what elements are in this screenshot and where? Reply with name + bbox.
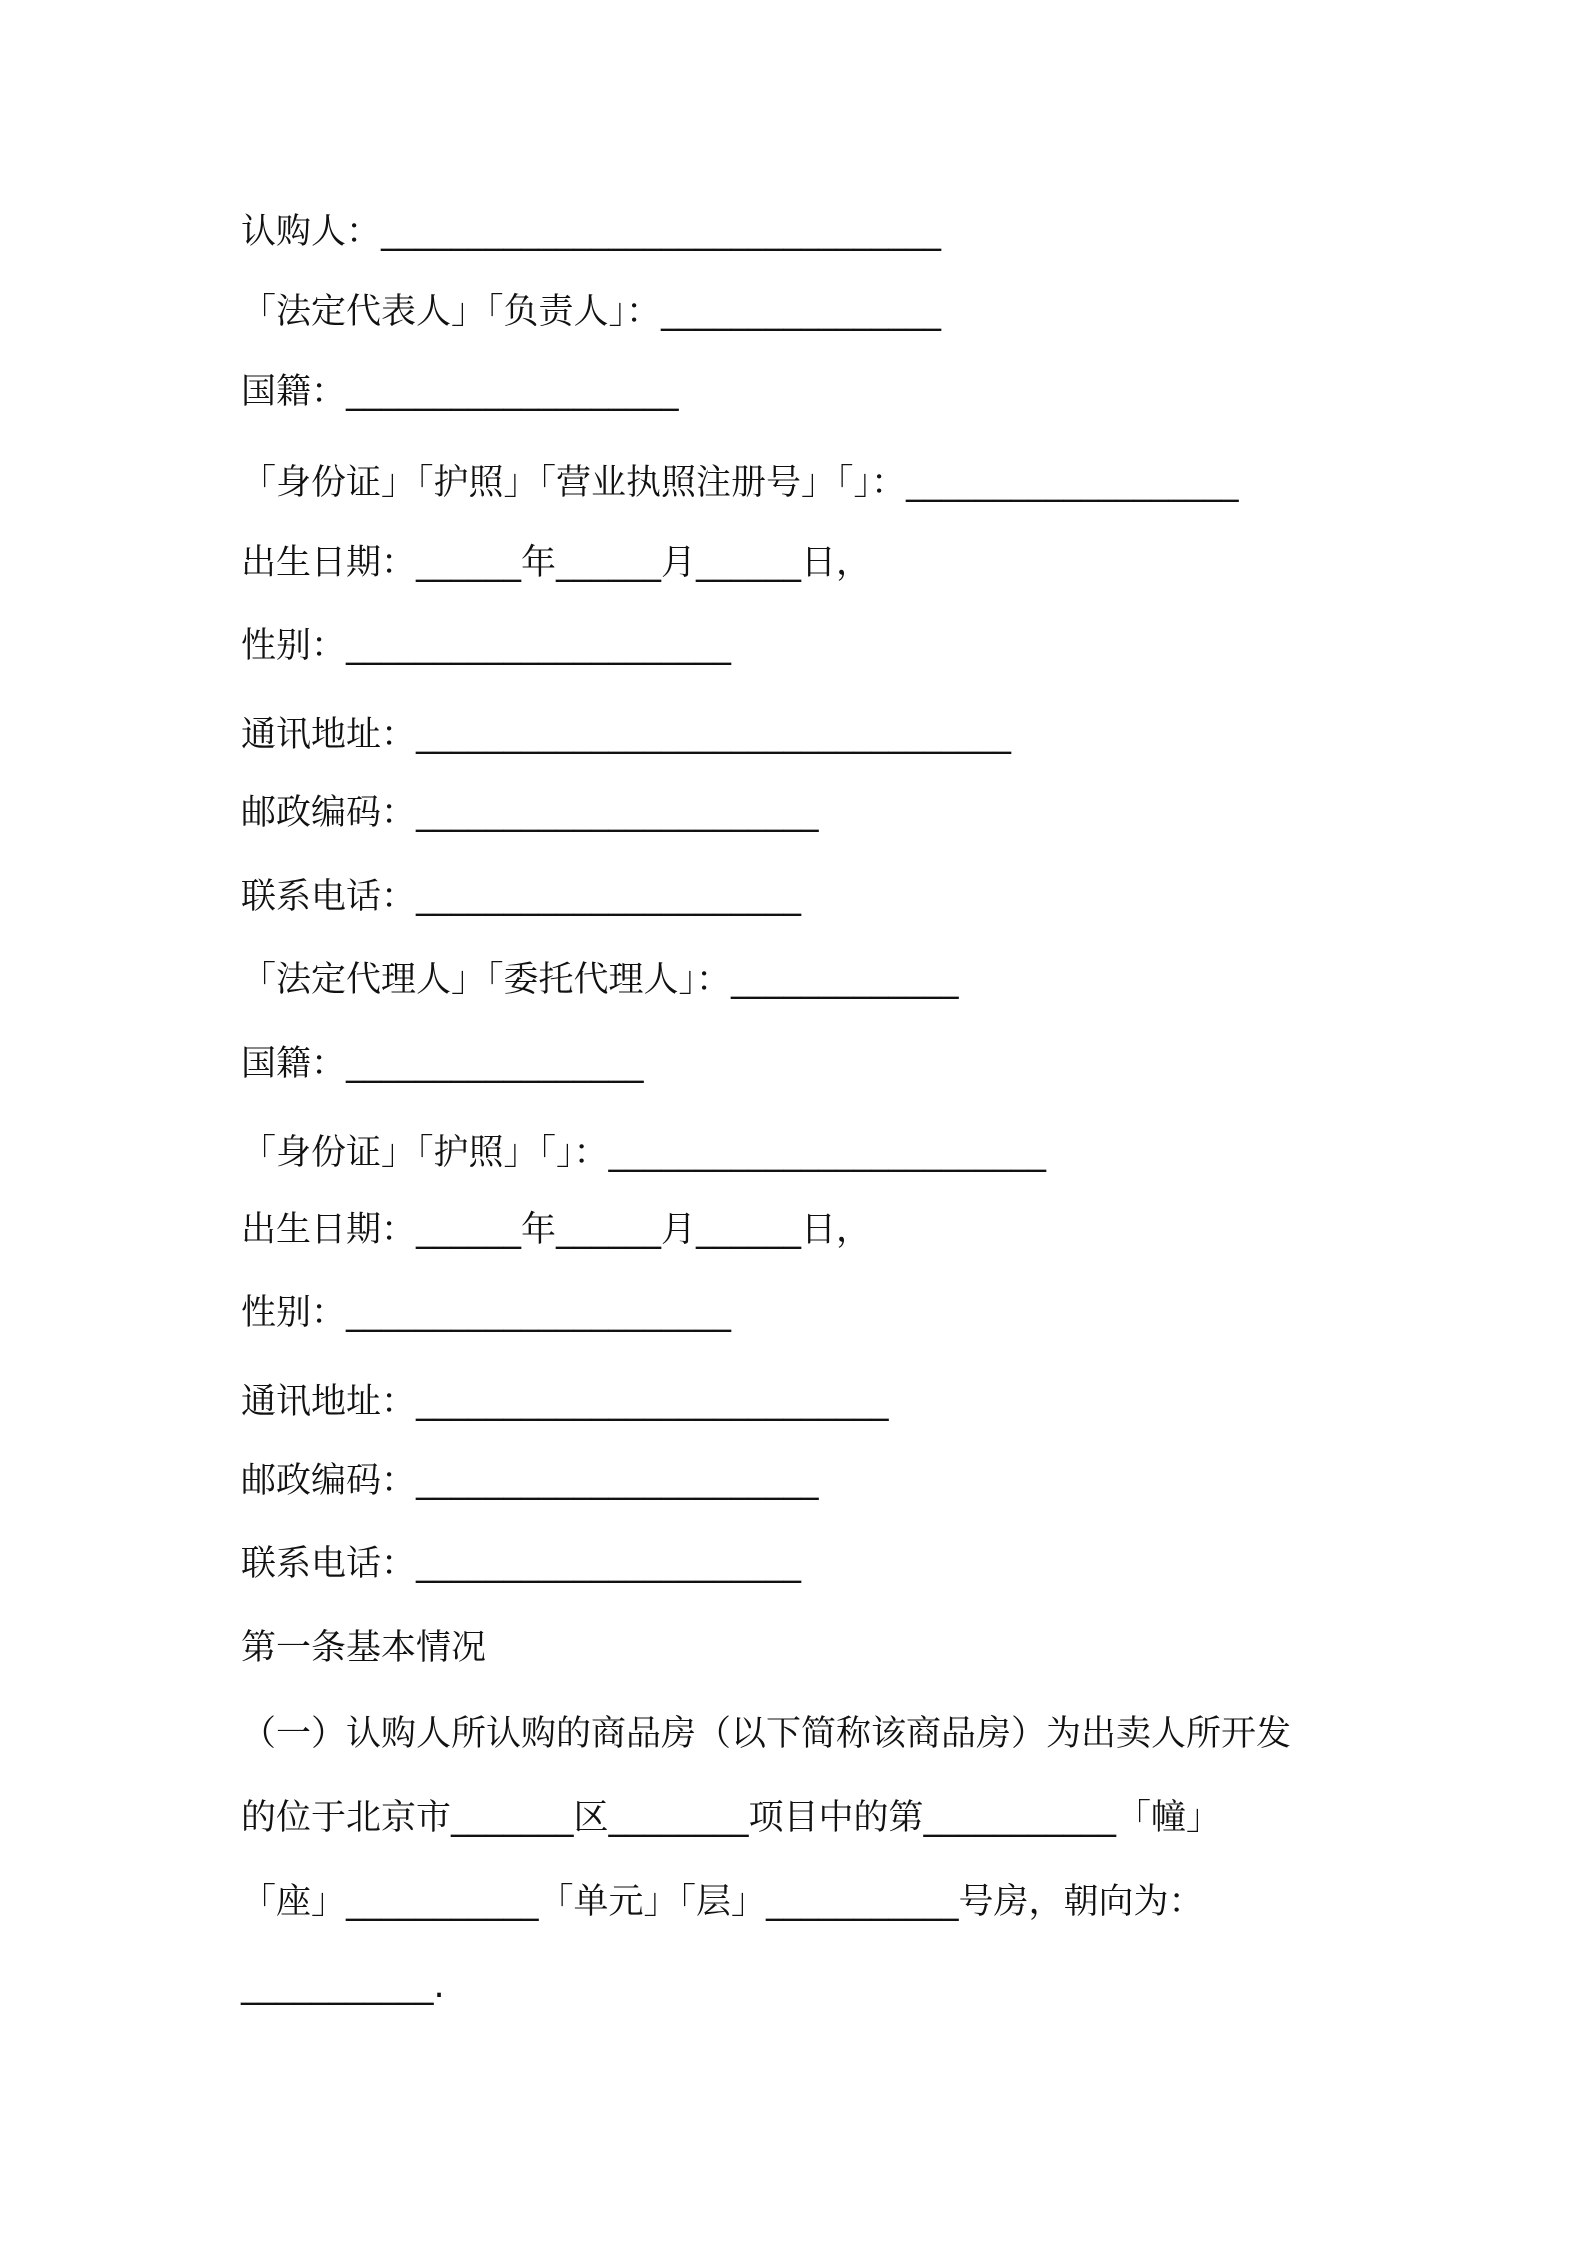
buyer-nationality-field: 国籍：___________________ [241,372,679,412]
agent-nationality-field: 国籍：_________________ [241,1044,644,1084]
buyer-id-doc-field: 「身份证」「护照」「营业执照注册号」「」：___________________ [241,463,1239,503]
agent-field: 「法定代理人」「委托代理人」：_____________ [241,960,959,1000]
buyer-field: 认购人：________________________________ [241,212,942,252]
buyer-gender-field: 性别：______________________ [241,626,732,666]
article-one-para-line-4: ___________. [241,1966,445,2006]
buyer-legal-rep-field: 「法定代表人」「负责人」：________________ [241,292,942,332]
article-one-para-line-1: （一）认购人所认购的商品房（以下简称该商品房）为出卖人所开发 [241,1714,1292,1754]
agent-id-doc-field: 「身份证」「护照」「」：_________________________ [241,1133,1047,1173]
article-one-para-line-3: 「座」___________「单元」「层」___________号房，朝向为： [241,1882,1204,1922]
article-one-para-line-2: 的位于北京市_______区________项目中的第___________「幢」 [241,1798,1222,1838]
agent-address-field: 通讯地址：___________________________ [241,1382,889,1422]
agent-gender-field: 性别：______________________ [241,1293,732,1333]
article-one-heading: 第一条基本情况 [241,1628,487,1668]
agent-birth-date-field: 出生日期：______年______月______日， [241,1210,872,1250]
buyer-postal-code-field: 邮政编码：_______________________ [241,793,819,833]
buyer-address-field: 通讯地址：__________________________________ [241,715,1012,755]
agent-postal-code-field: 邮政编码：_______________________ [241,1461,819,1501]
buyer-birth-date-field: 出生日期：______年______月______日， [241,543,872,583]
agent-phone-field: 联系电话：______________________ [241,1544,802,1584]
buyer-phone-field: 联系电话：______________________ [241,877,802,917]
